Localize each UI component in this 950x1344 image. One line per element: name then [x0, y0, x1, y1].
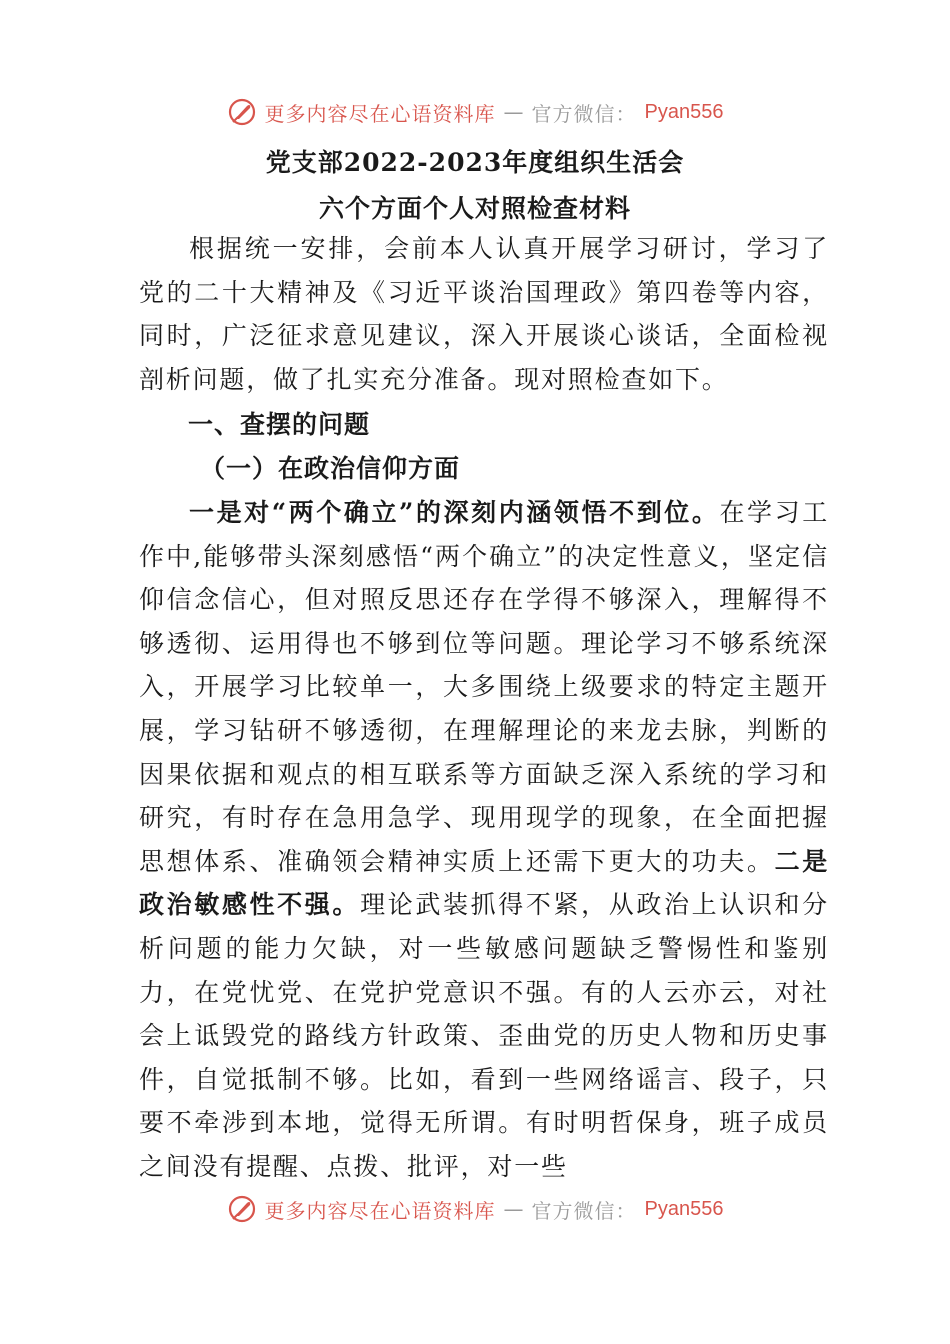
watermark-label: 官方微信：	[531, 1198, 637, 1223]
quill-pen-icon	[227, 1194, 257, 1224]
watermark-brand: 更多内容尽在心语资料库	[264, 1198, 496, 1223]
header-watermark	[0, 92, 950, 132]
watermark-label: 官方微信：	[531, 101, 637, 126]
watermark-account: Pyan556	[644, 100, 724, 123]
watermark-account: Pyan556	[644, 1197, 724, 1220]
document-subtitle: 六个方面个人对照检查材料	[318, 194, 631, 223]
section-heading: 一、查摆的问题	[188, 410, 371, 439]
watermark-separator: —	[503, 100, 524, 124]
footer-watermark	[0, 1189, 950, 1229]
watermark-brand: 更多内容尽在心语资料库	[264, 101, 496, 126]
watermark-separator: —	[503, 1197, 524, 1221]
body-paragraph	[139, 491, 829, 1189]
point2-lead: 二是政治敏感性不强。	[139, 846, 829, 920]
intro-paragraph: 根据统一安排，会前本人认真开展学习研讨，学习了党的二十大精神及《习近平谈治国理政》第四卷等内容，同时，广泛征求意见建议，深入开展谈心谈话，全面检视剖析问题，做了扎实充分准备。现对照检查如下。	[139, 234, 829, 394]
point1-body: 在学习工作中,能够带头深刻感悟“两个确立”的决定性意义，坚定信仰信念信心，但对照反思还存在学得不够深入，理解得不够透彻、运用得也不够到位等问题。理论学习不够系统深入，开展学习比较单一，大多围绕上级要求的特定主题开展，学习钻研不够透彻，在理解理论的来龙去脉，判断的因果依据和观点的相互联系等方面缺乏深入系统的学习和研究，有时存在急用急学、现用现学的现象，在全面把握思想体系、准确领会精神实质上还需下更大的功夫。	[139, 498, 830, 876]
subsection-heading: （一）在政治信仰方面	[200, 454, 461, 483]
document-title: 党支部2022-2023年度组织生活会	[265, 148, 685, 177]
quill-pen-icon	[227, 97, 257, 127]
point2-body: 理论武装抓得不紧，从政治上认识和分析问题的能力欠缺，对一些敏感问题缺乏警惕性和鉴别力，在党忧党、在党护党意识不强。有的人云亦云，对社会上诋毁党的路线方针政策、歪曲党的历史人物和历史事件，自觉抵制不够。比如，看到一些网络谣言、段子，只要不牵涉到本地，觉得无所谓。有时明哲保身，班子成员之间没有提醒、点拨、批评，对一些	[139, 890, 829, 1181]
point1-lead: 一是对“两个确立”的深刻内涵领悟不到位。	[189, 498, 720, 527]
